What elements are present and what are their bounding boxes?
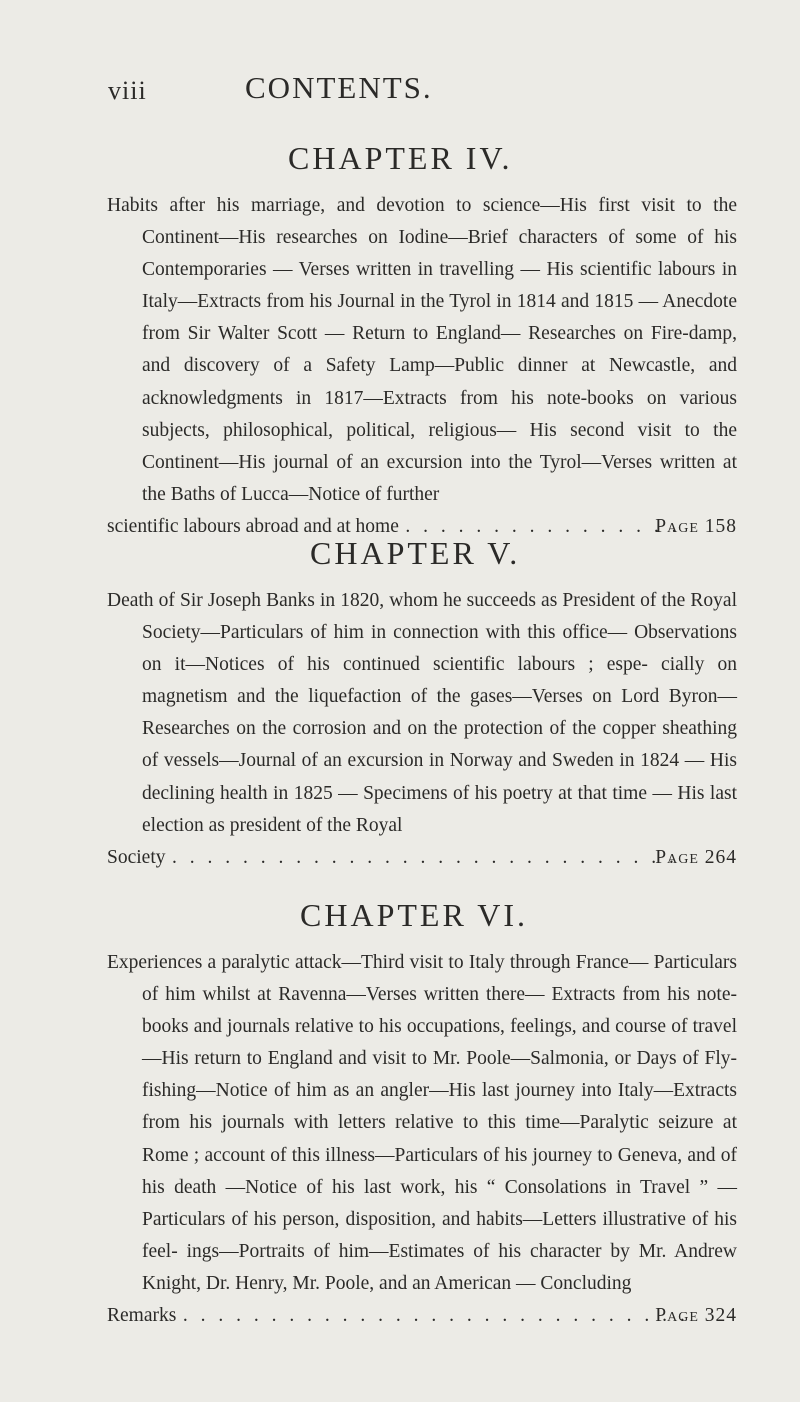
- page-reference: [655, 511, 737, 543]
- chapter-summary: [107, 947, 737, 1332]
- page-reference: [655, 842, 737, 874]
- running-title: CONTENTS.: [245, 70, 433, 105]
- summary-last-line-text: Society: [107, 846, 166, 868]
- page-folio: viii: [108, 76, 147, 105]
- chapter-heading: CHAPTER VI.: [300, 897, 528, 933]
- chapter-heading: CHAPTER V.: [310, 535, 521, 571]
- chapter-summary-last-line: [107, 1300, 737, 1332]
- summary-last-line-text: scientific labours abroad and at home: [107, 515, 399, 537]
- chapter-heading: CHAPTER IV.: [288, 140, 513, 176]
- dot-leader: [182, 1300, 684, 1332]
- page-number: 158: [704, 515, 737, 537]
- chapter-summary-last-line: [107, 842, 737, 874]
- page-number: 324: [704, 1305, 737, 1327]
- chapter-summary-text: Death of Sir Joseph Banks in 1820, whom he succeeds as President of the Royal Society—Particulars of him in connection with this office— Observations on it—Notices of his continued scientific labours ; espe- cially on magnetism and the liquefaction of the gases—Verses on Lord Byron—Researches on the corrosion and on the protection of the copper sheathing of vessels—Journal of an excursion in Norway and Sweden in 1824 — His declining health in 1825 — Specimens of his poetry at that time — His last election as president of the Royal: [107, 590, 737, 836]
- running-head: [108, 70, 748, 110]
- page-label: Page: [655, 1305, 699, 1327]
- chapter-summary-text: Experiences a paralytic attack—Third visit to Italy through France— Particulars of him whilst at Ravenna—Verses written there— Extracts from his note-books and journals relative to his occupations, feelings, and course of travel—His return to England and visit to Mr. Poole—Salmonia, or Days of Fly-fishing—Notice of him as an angler—His last journey into Italy—Extracts from his journals with letters relative to this time—Paralytic seizure at Rome ; account of this illness—Particulars of his journey to Geneva, and of his death —Notice of his last work, his “ Consolations in Travel ” — Particulars of his person, disposition, and habits—Letters illustrative of his feel- ings—Portraits of him—Estimates of his character by Mr. Andrew Knight, Dr. Henry, Mr. Poole, and an American — Concluding: [107, 952, 737, 1294]
- chapter-summary-text: Habits after his marriage, and devotion to science—His first visit to the Continent—His researches on Iodine—Brief characters of some of his Contemporaries — Verses written in travelling — His scientific labours in Italy—Extracts from his Journal in the Tyrol in 1814 and 1815 — Anecdote from Sir Walter Scott — Return to England— Researches on Fire-damp, and discovery of a Safety Lamp—Public dinner at Newcastle, and acknowledgments in 1817—Extracts from his note-books on various subjects, philosophical, political, religious— His second visit to the Continent—His journal of an excursion into the Tyrol—Verses written at the Baths of Lucca—Notice of further: [107, 195, 737, 505]
- page-label: Page: [655, 515, 699, 537]
- chapter-summary: [107, 585, 737, 874]
- page-number: 264: [704, 846, 737, 868]
- chapter-summary: [107, 190, 737, 543]
- page-label: Page: [655, 846, 699, 868]
- summary-last-line-text: Remarks: [107, 1305, 177, 1327]
- page-reference: [655, 1300, 737, 1332]
- dot-leader: [172, 842, 685, 874]
